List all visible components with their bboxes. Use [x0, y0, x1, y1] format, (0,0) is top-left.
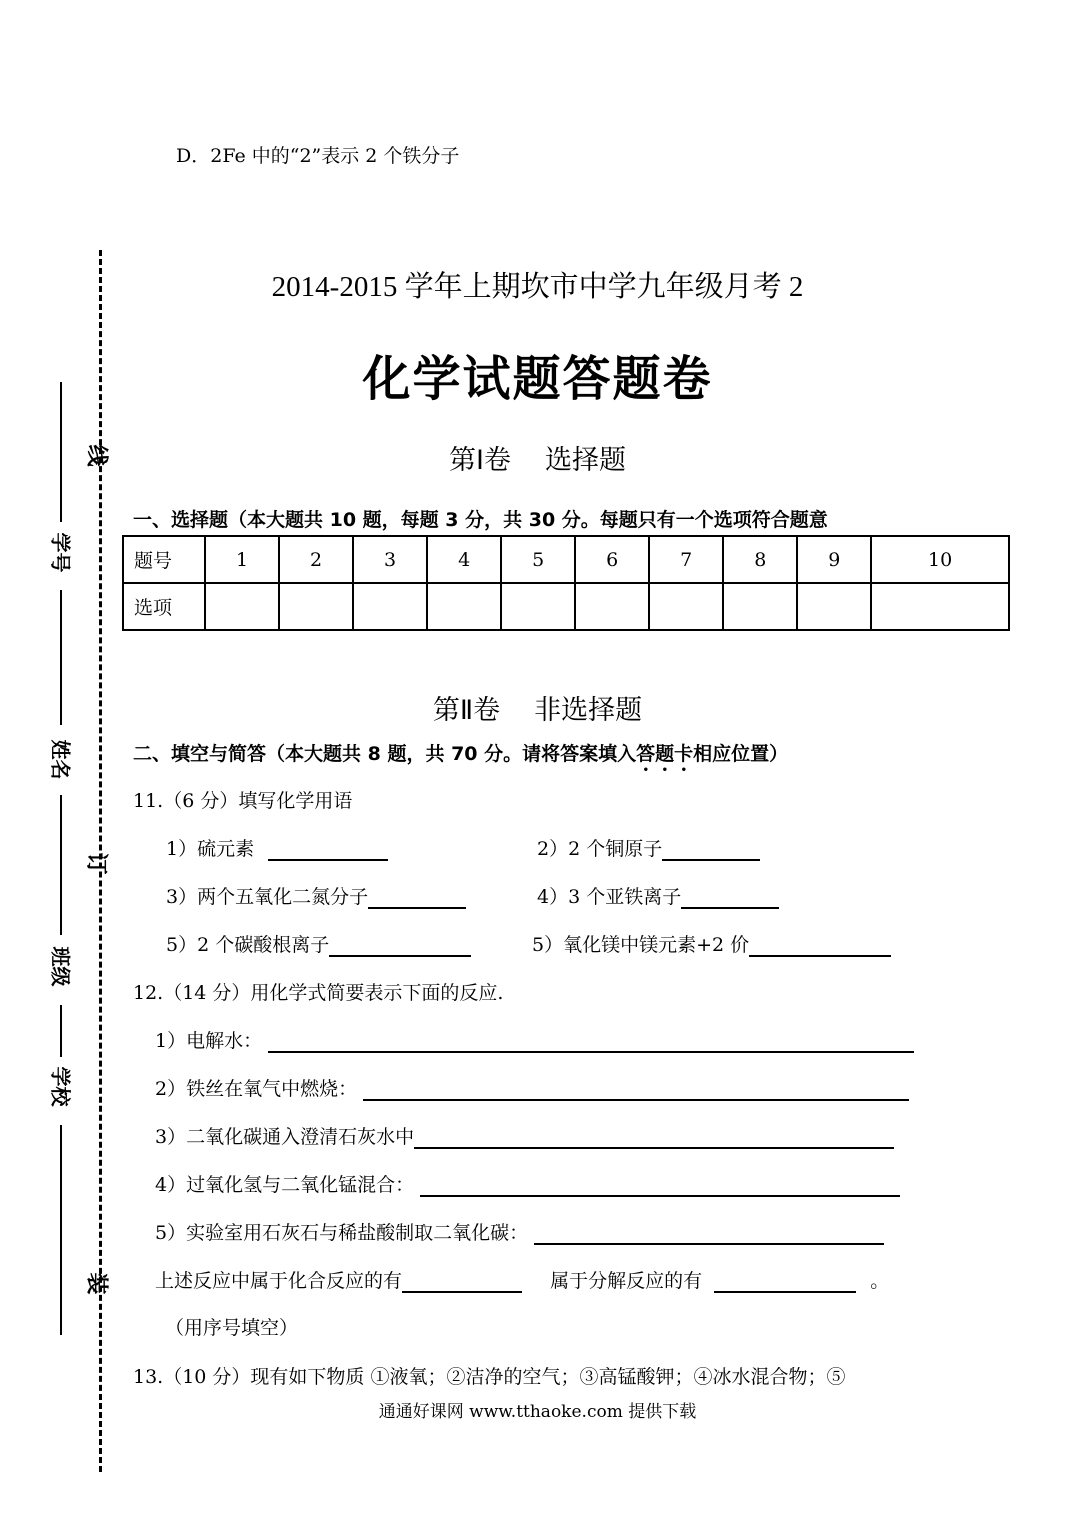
- question-number: 3: [353, 536, 427, 583]
- part2-section-pre: 二、填空与简答（本大题共 8 题，共 70 分。请将答案填入: [133, 743, 637, 765]
- q11-item-5-label: 5）2 个碳酸根离子: [166, 934, 330, 956]
- binding-line-4: [60, 1005, 62, 1057]
- binding-line-3: [60, 795, 62, 935]
- q11-item-2: [537, 834, 760, 861]
- q13-stem: 13.（10 分）现有如下物质 ①液氧；②洁净的空气；③高锰酸钾；④冰水混合物；⑤: [133, 1366, 846, 1388]
- answer-blank[interactable]: [363, 1081, 909, 1101]
- q11-item-3-label: 3）两个五氧化二氮分子: [166, 886, 369, 908]
- part1-title: [0, 438, 1075, 477]
- seal-char-zhuang: 装: [83, 1272, 109, 1295]
- question-number: 2: [279, 536, 353, 583]
- answer-blank[interactable]: [714, 1273, 856, 1293]
- question-number: 10: [871, 536, 1009, 583]
- answer-cell[interactable]: [427, 583, 501, 630]
- q12-item-2: [155, 1074, 909, 1101]
- q12-item-3-label: 3）二氧化碳通入澄清石灰水中: [155, 1126, 415, 1148]
- q12-stem: 12.（14 分）用化学式简要表示下面的反应.: [133, 982, 504, 1004]
- answer-cell[interactable]: [723, 583, 797, 630]
- table-row-options: [123, 583, 1009, 630]
- label-name: 姓名: [48, 739, 73, 780]
- table-row-numbers: [123, 536, 1009, 583]
- q12-item-3: [155, 1122, 894, 1149]
- answer-cell[interactable]: [279, 583, 353, 630]
- q12-item-1: [155, 1026, 914, 1053]
- q11-item-6: [532, 930, 891, 957]
- seal-char-ding: 订: [83, 852, 109, 875]
- answer-blank[interactable]: [420, 1177, 900, 1197]
- binding-line-5: [60, 1125, 62, 1335]
- answer-cell[interactable]: [871, 583, 1009, 630]
- part2-section-heading: [133, 739, 788, 776]
- answer-cell[interactable]: [501, 583, 575, 630]
- part1-section-heading: 一、选择题（本大题共 10 题，每题 3 分，共 30 分。每题只有一个选项符合题意: [133, 509, 828, 531]
- part2-section-post: 相应位置）: [693, 743, 789, 765]
- answer-blank[interactable]: [329, 937, 471, 957]
- answer-blank[interactable]: [402, 1273, 522, 1293]
- answer-blank[interactable]: [749, 937, 891, 957]
- q12-note: （用序号填空）: [165, 1317, 299, 1339]
- q11-item-5: [166, 930, 471, 957]
- q11-item-4-label: 4）3 个亚铁离子: [537, 886, 682, 908]
- question-number: 9: [797, 536, 871, 583]
- answer-table: [122, 535, 1010, 631]
- row-label-option: 选项: [123, 583, 205, 630]
- answer-blank[interactable]: [414, 1129, 894, 1149]
- q12-item-5-label: 5）实验室用石灰石与稀盐酸制取二氧化碳：: [155, 1222, 529, 1244]
- question-number: 1: [205, 536, 279, 583]
- carryover-option-d: D．2Fe 中的“2”表示 2 个铁分子: [176, 145, 460, 167]
- answer-cell[interactable]: [205, 583, 279, 630]
- question-number: 8: [723, 536, 797, 583]
- question-number: 5: [501, 536, 575, 583]
- answer-blank[interactable]: [268, 1033, 914, 1053]
- answer-cell[interactable]: [575, 583, 649, 630]
- seal-char-xian: 线: [83, 444, 109, 467]
- question-number: 4: [427, 536, 501, 583]
- part1-title-a: 第Ⅰ卷: [449, 445, 511, 476]
- q11-item-1: [166, 834, 388, 861]
- label-student-number: 学号: [48, 532, 73, 573]
- q11-stem: 11.（6 分）填写化学用语: [133, 790, 353, 812]
- answer-blank[interactable]: [534, 1225, 884, 1245]
- q12-summary: [155, 1266, 889, 1293]
- q11-item-6-label: 5）氧化镁中镁元素+2 价: [532, 934, 750, 956]
- part2-title-a: 第Ⅱ卷: [432, 695, 501, 726]
- q12-item-4-label: 4）过氧化氢与二氧化锰混合：: [155, 1174, 415, 1196]
- q11-item-1-label: 1）硫元素: [166, 838, 255, 860]
- part2-title-b: 非选择题: [534, 695, 643, 726]
- exam-title: 2014-2015 学年上期坎市中学九年级月考 2: [271, 271, 804, 303]
- row-label-number: 题号: [123, 536, 205, 583]
- answer-blank[interactable]: [681, 889, 779, 909]
- answer-blank[interactable]: [368, 889, 466, 909]
- part1-title-b: 选择题: [544, 445, 626, 476]
- q11-item-4: [537, 882, 779, 909]
- q12-item-5: [155, 1218, 884, 1245]
- q12-item-4: [155, 1170, 900, 1197]
- answer-cell[interactable]: [649, 583, 723, 630]
- q12-summary-decomposition: 属于分解反应的有: [550, 1270, 703, 1292]
- q11-item-3: [166, 882, 466, 909]
- part2-title: [0, 688, 1075, 727]
- answer-blank[interactable]: [662, 841, 760, 861]
- question-number: 6: [575, 536, 649, 583]
- question-number: 7: [649, 536, 723, 583]
- answer-cell[interactable]: [797, 583, 871, 630]
- answer-cell[interactable]: [353, 583, 427, 630]
- part2-section-emph: 答题卡: [636, 743, 694, 765]
- q12-summary-end: 。: [870, 1270, 890, 1292]
- answer-blank[interactable]: [268, 841, 388, 861]
- footer-source: 通通好课网 www.tthaoke.com 提供下载: [378, 1402, 697, 1422]
- main-title: 化学试题答题卷: [362, 351, 713, 407]
- q11-item-2-label: 2）2 个铜原子: [537, 838, 663, 860]
- label-class: 班级: [48, 946, 73, 987]
- label-school: 学校: [48, 1066, 73, 1107]
- q12-item-2-label: 2）铁丝在氧气中燃烧：: [155, 1078, 358, 1100]
- q12-item-1-label: 1）电解水：: [155, 1030, 263, 1052]
- q12-summary-combination: 上述反应中属于化合反应的有: [155, 1270, 403, 1292]
